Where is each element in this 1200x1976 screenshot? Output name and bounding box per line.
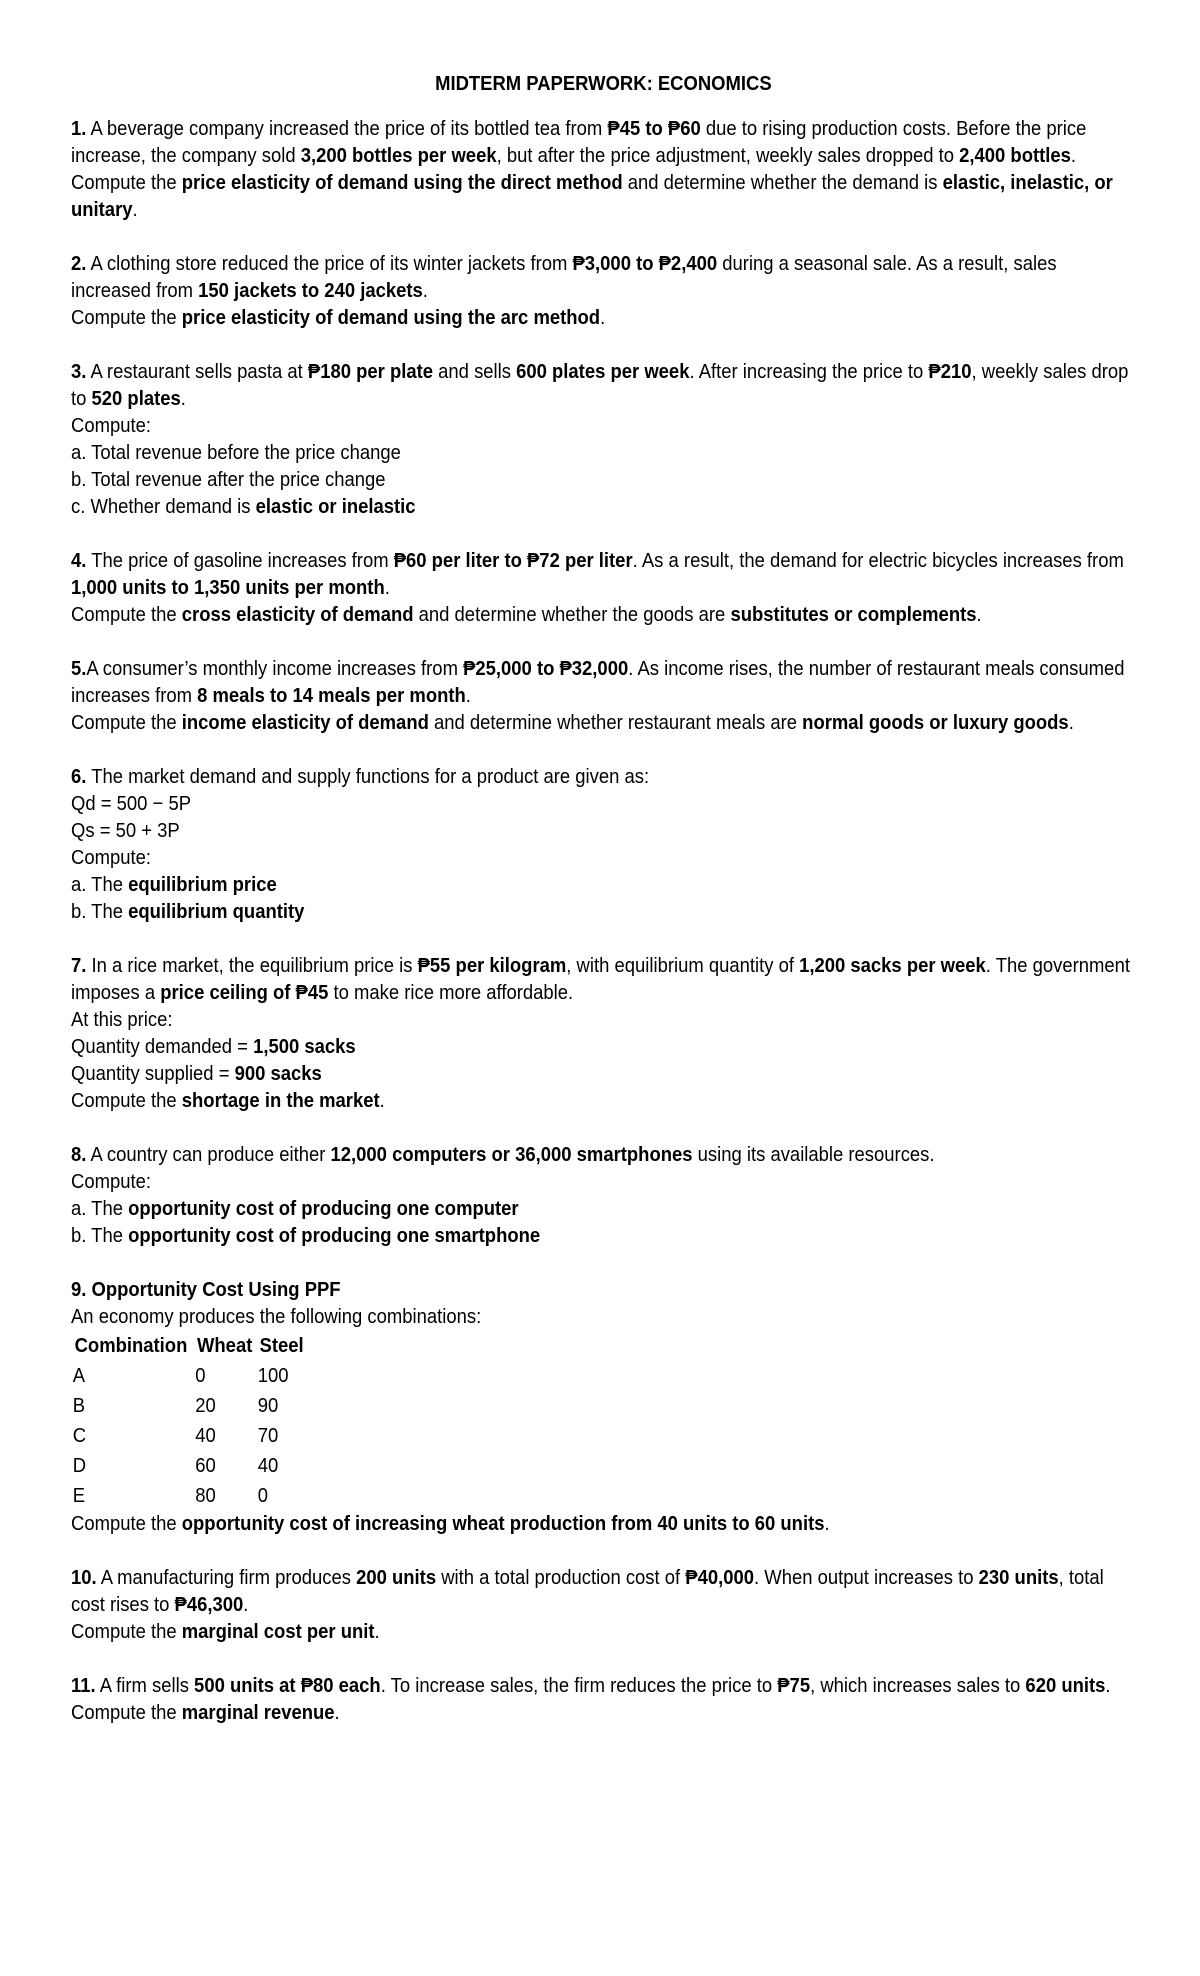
question-text: An economy produces the following combinations: [71, 1305, 482, 1328]
question-instruction: Compute the opportunity cost of increasing wheat production from 40 units to 60 units. [71, 1512, 830, 1535]
sub-item-b: b. Total revenue after the price change [71, 468, 386, 491]
question-3 [71, 358, 1136, 520]
quantity-supplied: Quantity supplied = 900 sacks [71, 1062, 322, 1085]
table-header: Combination [74, 1334, 188, 1357]
question-instruction: Compute the marginal revenue. [71, 1701, 340, 1724]
table-header-row [71, 1331, 307, 1360]
question-text: 8. A country can produce either 12,000 computers or 36,000 smartphones using its available resources. [71, 1143, 935, 1166]
question-number: 7. [71, 954, 87, 977]
question-10 [71, 1564, 1136, 1645]
question-text: 6. The market demand and supply functions for a product are given as: [71, 765, 650, 788]
sub-item-a: a. Total revenue before the price change [71, 441, 401, 464]
question-5 [71, 655, 1136, 736]
question-number: 5. [71, 657, 87, 680]
question-4 [71, 547, 1136, 628]
table-row [71, 1450, 307, 1480]
question-9 [71, 1276, 1136, 1537]
table-cell: A [72, 1363, 86, 1387]
table-row [71, 1480, 307, 1510]
table-cell: 80 [195, 1483, 216, 1507]
question-heading: 9. Opportunity Cost Using PPF [71, 1278, 341, 1301]
sub-item-c: c. Whether demand is elastic or inelastic [71, 495, 416, 518]
question-instruction: Compute the cross elasticity of demand and determine whether the goods are substitutes or complements. [71, 603, 982, 626]
quantity-demanded: Quantity demanded = 1,500 sacks [71, 1035, 356, 1058]
table-cell: B [72, 1393, 86, 1417]
question-number: 1. [71, 117, 87, 140]
at-this-price: At this price: [71, 1008, 173, 1031]
table-cell: 70 [257, 1423, 279, 1447]
question-2 [71, 250, 1136, 331]
question-1 [71, 115, 1136, 223]
question-instruction: Compute the marginal cost per unit. [71, 1620, 380, 1643]
question-text: 3. A restaurant sells pasta at ₱180 per plate and sells 600 plates per week. After increasing the price to ₱210, weekly sales drop to 520 plates. [71, 360, 1129, 410]
table-cell: 40 [195, 1423, 216, 1447]
question-number: 3. [71, 360, 87, 383]
table-cell: 0 [257, 1483, 269, 1507]
question-8 [71, 1141, 1136, 1249]
table-cell: D [72, 1453, 87, 1477]
question-text: 2. A clothing store reduced the price of its winter jackets from ₱3,000 to ₱2,400 during a seasonal sale. As a result, sales increased from 150 jackets to 240 jackets. [71, 252, 1057, 302]
question-number: 10. [71, 1566, 97, 1589]
supply-function: Qs = 50 + 3P [71, 819, 180, 842]
sub-item-a: a. The equilibrium price [71, 873, 277, 896]
sub-item-a: a. The opportunity cost of producing one computer [71, 1197, 519, 1220]
question-11 [71, 1672, 1136, 1726]
document-page [71, 70, 1131, 1753]
table-row [71, 1420, 307, 1450]
question-number: 2. [71, 252, 87, 275]
table-cell: E [72, 1483, 86, 1507]
question-text: 5.A consumer’s monthly income increases from ₱25,000 to ₱32,000. As income rises, the number of restaurant meals consumed increases from 8 meals to 14 meals per month. [71, 657, 1125, 707]
sub-item-b: b. The equilibrium quantity [71, 900, 305, 923]
question-instruction: Compute the price elasticity of demand using the direct method and determine whether the demand is elastic, inelastic, or unitary. [71, 171, 1113, 221]
question-text: 10. A manufacturing firm produces 200 units with a total production cost of ₱40,000. When output increases to 230 units, total cost rises to ₱46,300. [71, 1566, 1104, 1616]
table-cell: C [72, 1423, 87, 1447]
table-cell: 0 [195, 1363, 206, 1387]
table-row [71, 1390, 307, 1420]
demand-function: Qd = 500 − 5P [71, 792, 192, 815]
question-number: 11. [71, 1674, 96, 1697]
question-text: 1. A beverage company increased the price of its bottled tea from ₱45 to ₱60 due to rising production costs. Before the price increase, the company sold 3,200 bottles per week, but after the price adjustment, weekly sales dropped to 2,400 bottles. [71, 117, 1087, 167]
compute-label: Compute: [71, 1170, 152, 1193]
compute-label: Compute: [71, 414, 152, 437]
question-text: 11. A firm sells 500 units at ₱80 each. To increase sales, the firm reduces the price to ₱75, which increases sales to 620 units. [71, 1674, 1111, 1697]
question-text: 7. In a rice market, the equilibrium price is ₱55 per kilogram, with equilibrium quantity of 1,200 sacks per week. The government imposes a price ceiling of ₱45 to make rice more affordable. [71, 954, 1131, 1004]
question-instruction: Compute the price elasticity of demand using the arc method. [71, 306, 606, 329]
table-row [71, 1360, 307, 1390]
question-number: 8. [71, 1143, 87, 1166]
page-title: MIDTERM PAPERWORK: ECONOMICS [435, 72, 772, 95]
question-number: 6. [71, 765, 87, 788]
question-6 [71, 763, 1136, 925]
question-instruction: Compute the income elasticity of demand and determine whether restaurant meals are normal goods or luxury goods. [71, 711, 1074, 734]
question-7 [71, 952, 1136, 1114]
table-cell: 100 [257, 1363, 289, 1387]
table-cell: 60 [195, 1453, 216, 1477]
table-header: Steel [259, 1334, 304, 1357]
table-cell: 90 [257, 1393, 279, 1417]
sub-item-b: b. The opportunity cost of producing one smartphone [71, 1224, 541, 1247]
ppf-table [71, 1331, 307, 1510]
question-number: 4. [71, 549, 87, 572]
table-header: Wheat [197, 1334, 253, 1357]
table-cell: 20 [195, 1393, 216, 1417]
table-cell: 40 [257, 1453, 279, 1477]
question-instruction: Compute the shortage in the market. [71, 1089, 385, 1112]
question-text: 4. The price of gasoline increases from ₱60 per liter to ₱72 per liter. As a result, the demand for electric bicycles increases from 1,000 units to 1,350 units per month. [71, 549, 1124, 599]
compute-label: Compute: [71, 846, 152, 869]
